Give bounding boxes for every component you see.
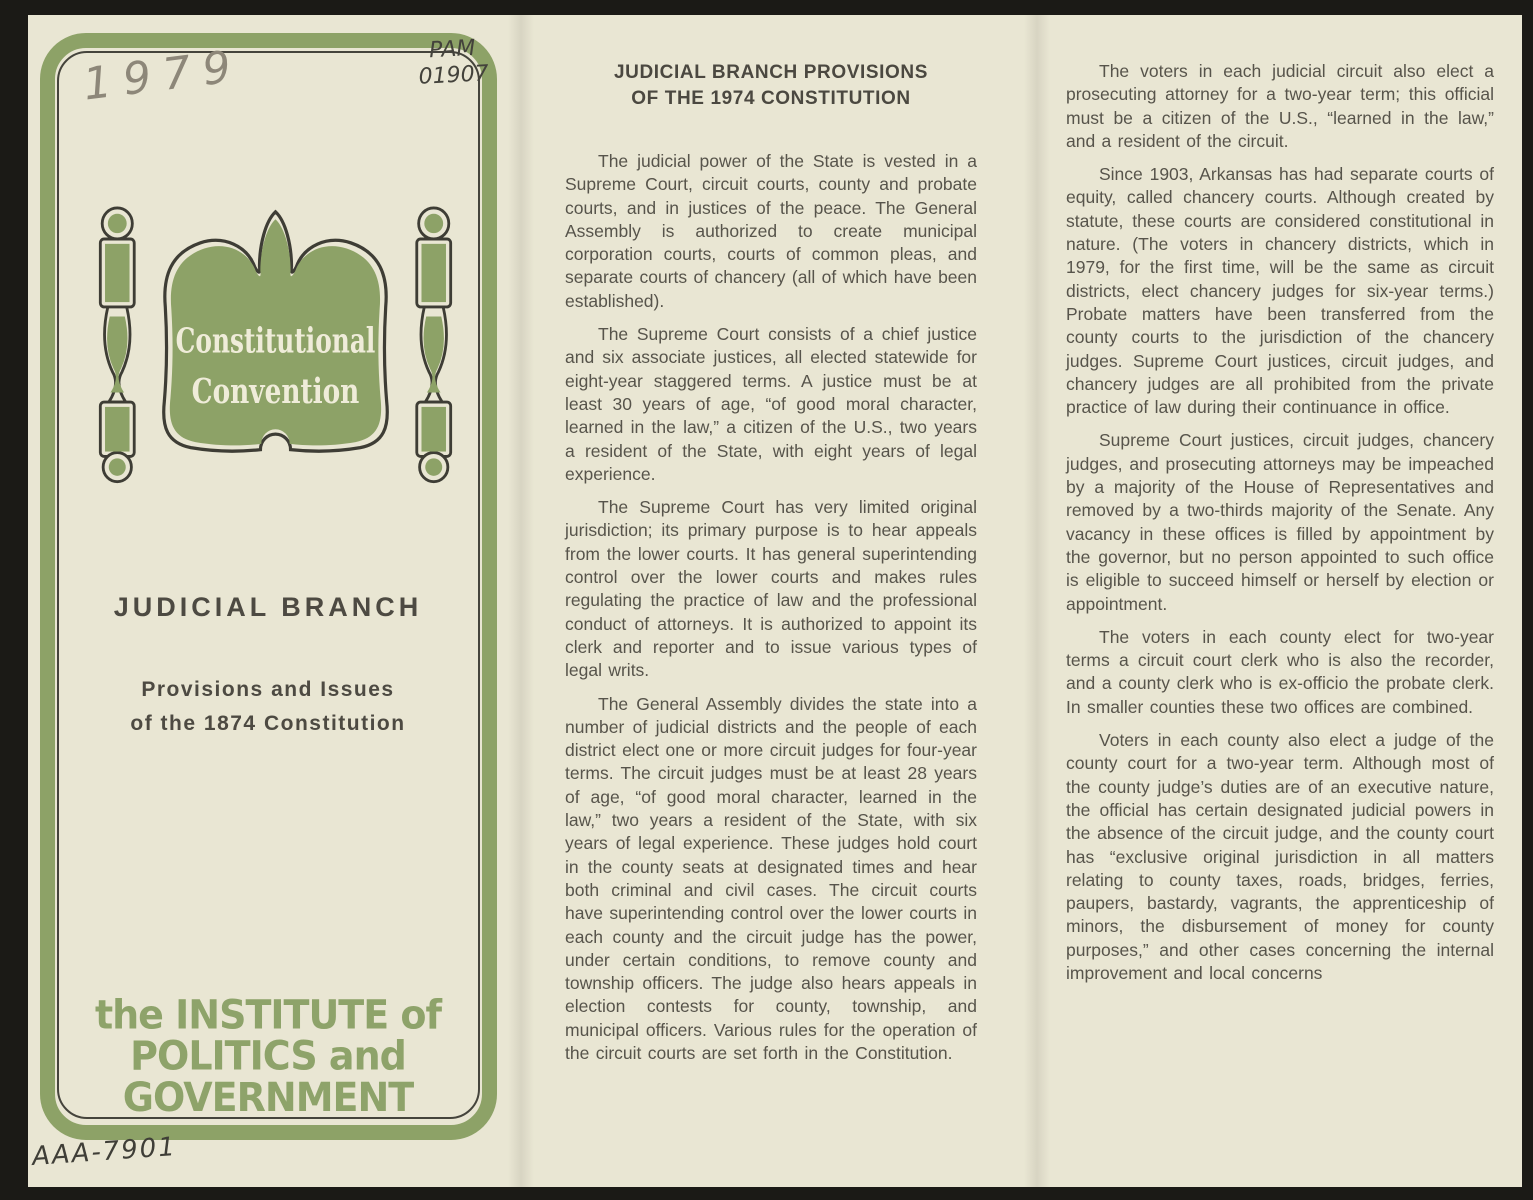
handwritten-year: 1979	[80, 40, 246, 111]
cover-subtitle-line2: of the 1874 Constitution	[130, 712, 406, 735]
publisher-line1: the INSTITUTE of	[94, 991, 442, 1038]
handwritten-accession-number	[407, 35, 500, 92]
sign-text-line2: Convention	[191, 371, 360, 413]
sign-text-line1: Constitutional	[175, 321, 376, 362]
sign-right-post	[417, 208, 451, 482]
publisher-logotype	[48, 991, 488, 1121]
pamphlet-paper	[28, 15, 1522, 1187]
cover-subtitle	[48, 673, 488, 741]
constitutional-convention-sign	[73, 173, 478, 503]
cover-subtitle-line1: Provisions and Issues	[141, 678, 395, 701]
publisher-line2: POLITICS and	[130, 1032, 406, 1080]
handwritten-pam-label: PAM	[428, 35, 477, 64]
section-heading-line1: JUDICIAL BRANCH PROVISIONS	[613, 62, 928, 83]
paragraph: The voters in each county elect for two-year terms a circuit court clerk who is also the recorder, and a county clerk who is ex-officio the probate clerk. In smaller counties these two offices are combined.	[1066, 626, 1494, 717]
right-text-panel	[1066, 60, 1494, 995]
cover-title: JUDICIAL BRANCH	[113, 592, 423, 622]
handwritten-pam-number: 01907	[418, 61, 490, 90]
paragraph: The voters in each judicial circuit also elect a prosecuting attorney for a two-year term; this official must be a citizen of the U.S., “learned in the law,” and a resident of the circuit.	[1066, 61, 1494, 151]
fold-crease	[508, 15, 534, 1187]
center-text-panel	[565, 60, 977, 1075]
paragraph: The General Assembly divides the state into a number of judicial districts and the people of each district elect one or more circuit judges for four-year terms. The circuit judges must be at least 28 years of age, “of good moral character, learned in the law,” two years a resident of the State, with six years of legal experience. These judges hold court in the county seats at designated times and hear both criminal and civil cases. The circuit courts have superintending control over the lower courts in each county and the circuit judge has the power, under certain conditions, to remove county and township officers. The judge also hears appeals in election contests for county, township, and municipal officers. Various rules for the operation of the circuit courts are set forth in the Constitution.	[565, 693, 977, 1063]
section-heading-line2: OF THE 1974 CONSTITUTION	[631, 88, 911, 109]
publisher-line3: GOVERNMENT	[122, 1073, 414, 1121]
sign-left-post	[100, 208, 134, 482]
section-heading	[565, 60, 977, 112]
paragraph: Supreme Court justices, circuit judges, chancery judges, and prosecuting attorneys may be impeached by a majority of the House of Representatives and removed by a two-thirds majority of the Senate. Any vacancy in these offices is filled by appointment by the governor, but no person appointed to such office is eligible to succeed himself or herself by election or appointment.	[1066, 430, 1494, 614]
paragraph: Voters in each county also elect a judge of the county court for a two-year term. Although most of the county judge’s duties are of an executive nature, the official has certain designated judicial powers in the absence of the circuit judge, and the county court has “exclusive original jurisdiction in all matters relating to county taxes, roads, bridges, ferries, paupers, bastardy, vagrants, the apprenticeship of minors, the disbursement of money for county purposes,” and other cases concerning the internal improvement and local concerns	[1066, 730, 1494, 983]
handwritten-catalog-number: AAA-7901	[31, 1131, 178, 1173]
paragraph: The Supreme Court consists of a chief justice and six associate justices, all elected statewide for eight-year staggered terms. A justice must be at least 30 years of age, “of good moral character, learned in the law,” a citizen of the U.S., two years a resident of the State, with eight years of legal experience.	[565, 324, 977, 484]
paragraph: Since 1903, Arkansas has had separate courts of equity, called chancery courts. Although created by statute, these courts are considered constitutional in nature. (The voters in chancery districts, which in 1979, for the first time, will be the same as circuit districts, elect chancery judges for six-year terms.) Probate matters have been transferred from the county courts to the jurisdiction of the chancery judges. Supreme Court justices, circuit judges, and chancery judges are all prohibited from the private practice of law during their continuance in office.	[1066, 164, 1494, 418]
paragraph: The Supreme Court has very limited original jurisdiction; its primary purpose is to hear appeals from the lower courts. It has general superintending control over the lower courts and makes rules regulating the practice of law and the professional conduct of attorneys. It is authorized to appoint its clerk and reporter and to issue various types of legal writs.	[565, 497, 977, 681]
fold-crease	[1024, 15, 1050, 1187]
paragraph: The judicial power of the State is vested in a Supreme Court, circuit courts, county and probate courts, and in justices of the peace. The General Assembly is authorized to create municipal corporation courts, courts of common pleas, and separate courts of chancery (all of which have been established).	[565, 151, 977, 311]
